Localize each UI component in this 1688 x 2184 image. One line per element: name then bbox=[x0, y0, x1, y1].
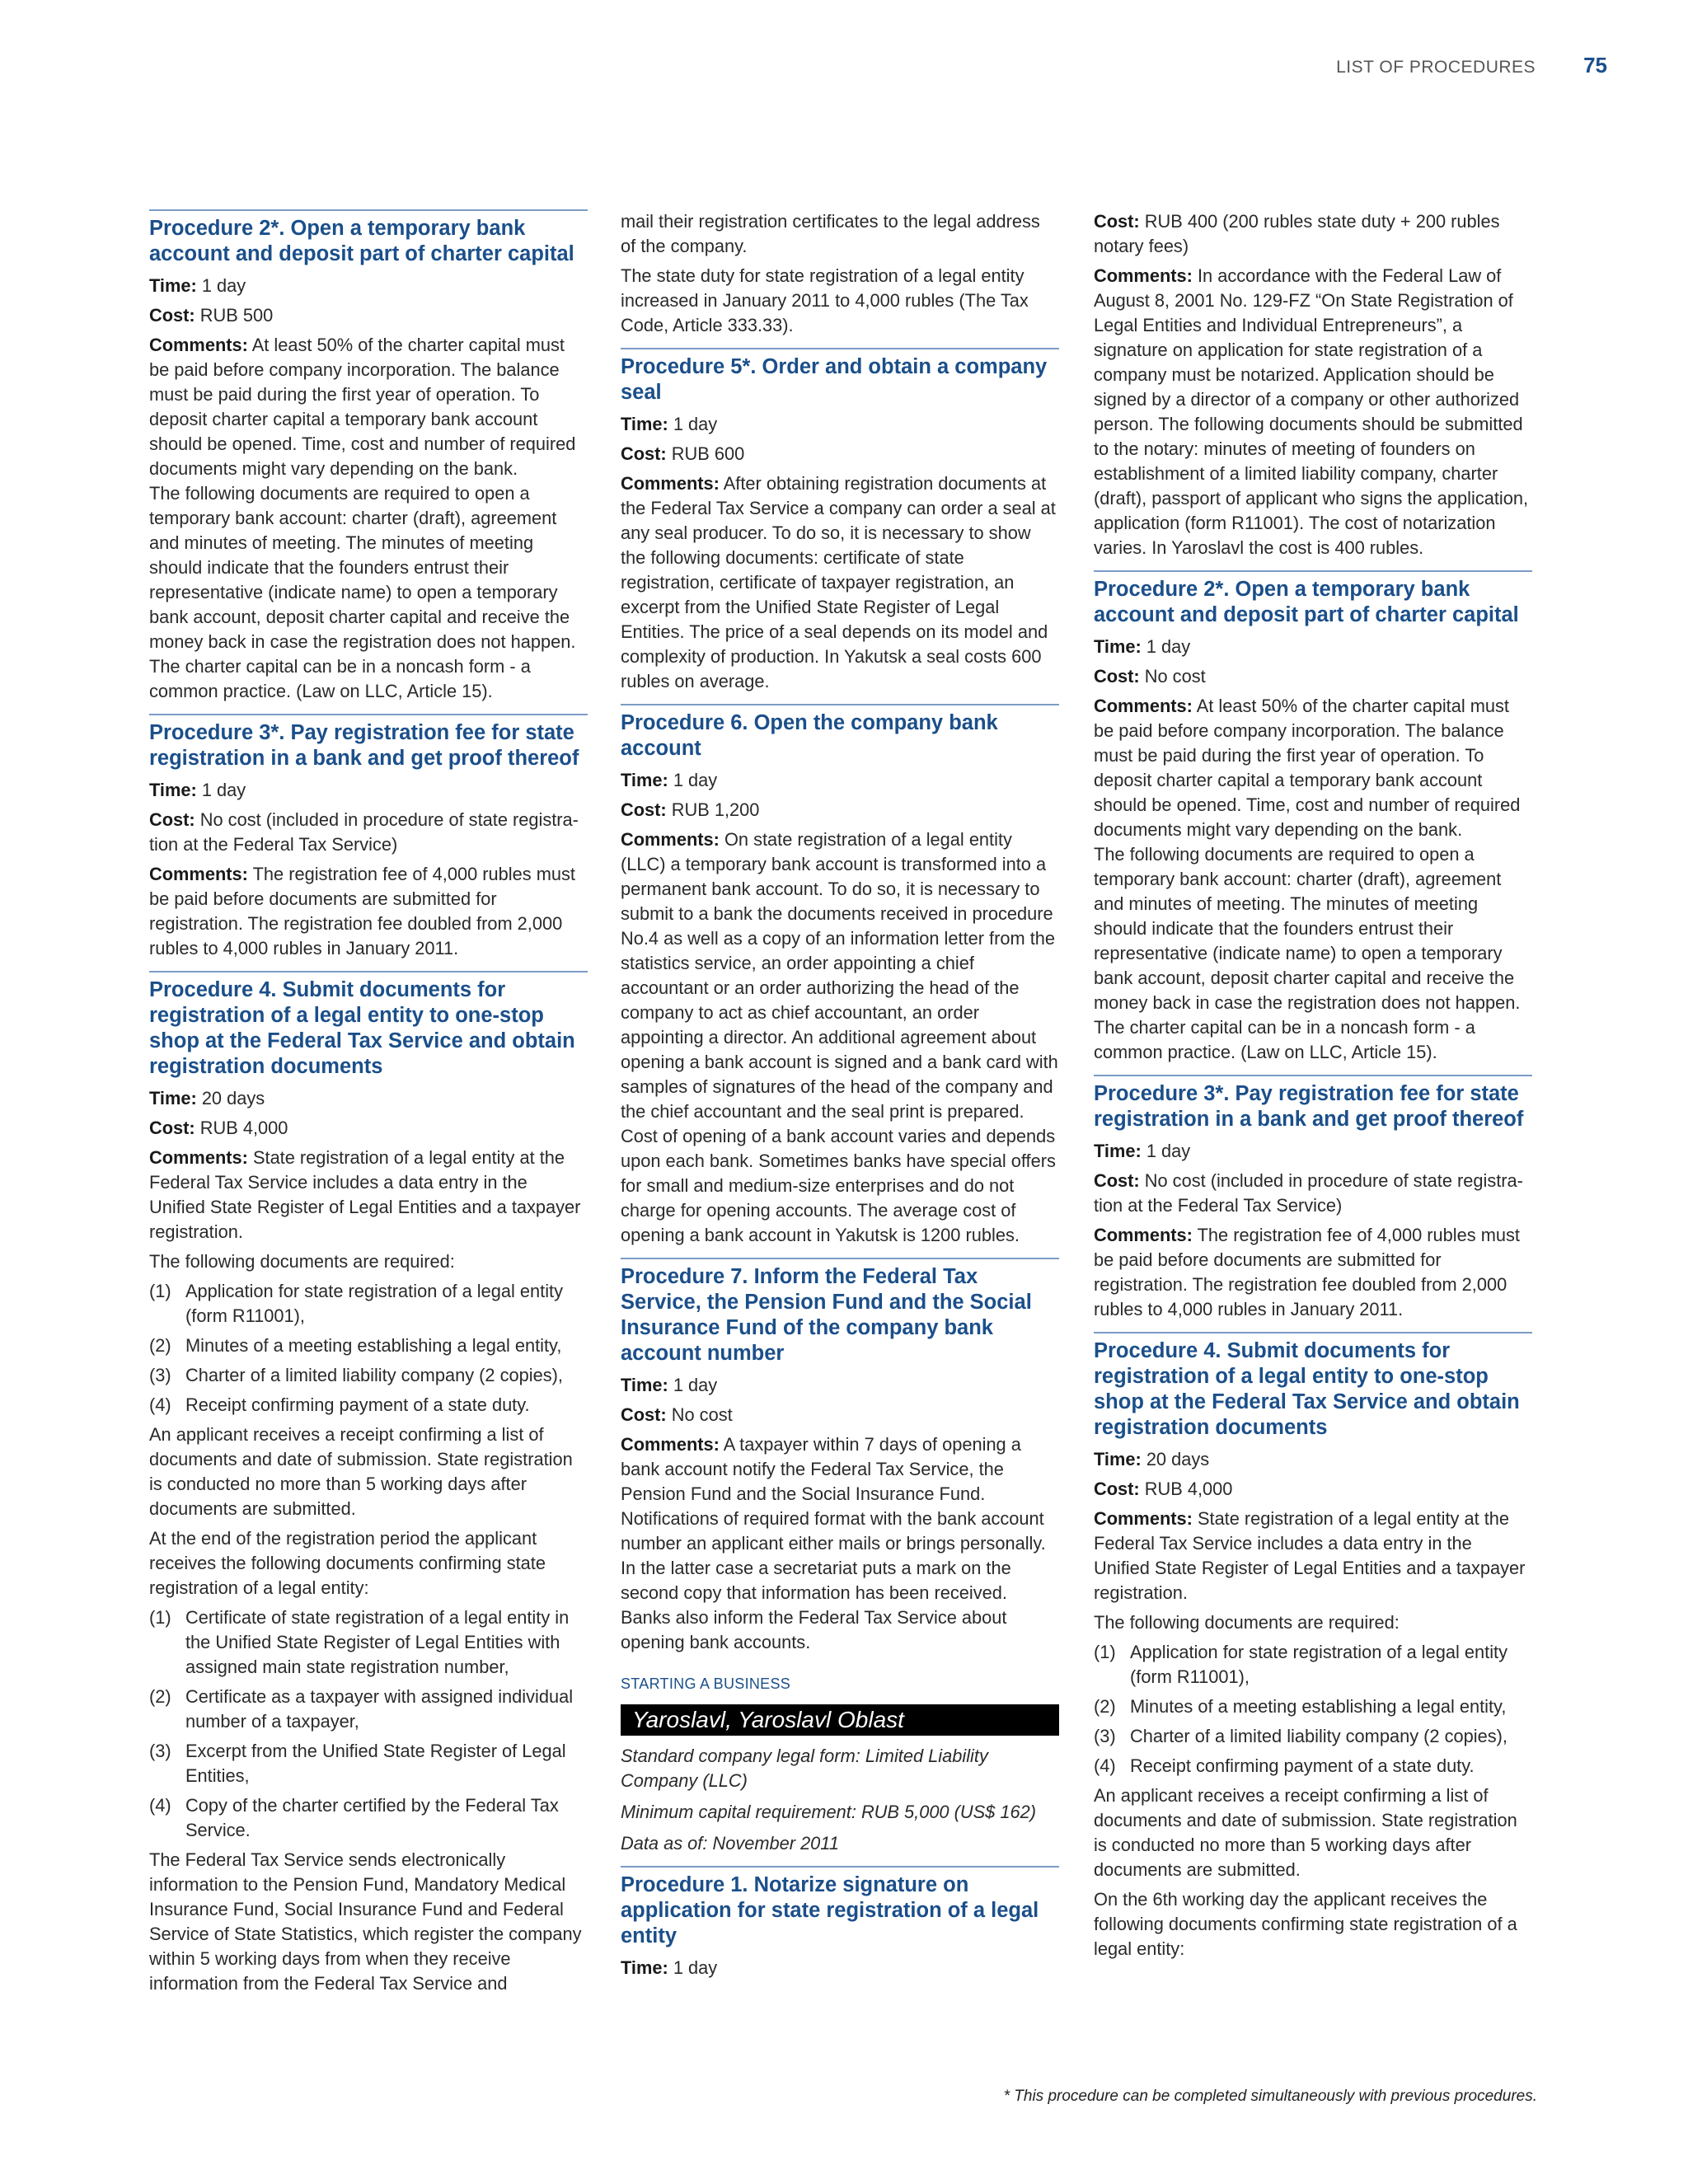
procedure-time bbox=[1094, 1139, 1532, 1164]
procedure-time bbox=[621, 412, 1059, 437]
list-item-text: Certificate of state registration of a legal entity in the Unified State Register of Legal Entities with assigned main state registration number, bbox=[185, 1607, 570, 1677]
procedure-time bbox=[149, 274, 588, 298]
procedure-cost-label: Cost: bbox=[1094, 211, 1140, 232]
paragraph: An applicant receives a receipt confirming a list of documents and date of submission. State registration is conducted no more than 5 working days after documents are submitted. bbox=[1094, 1785, 1517, 1880]
paragraph: The following documents are required: bbox=[1094, 1612, 1400, 1633]
footnote: * This procedure can be completed simultaneously with previous procedures. bbox=[1003, 2088, 1537, 2105]
procedure-comments-text: At least 50% of the charter capital must be paid before company incorporation. The balance must be paid during the first year of operation. To deposit charter capital a temporary bank account should be opened. Time, cost and number of required documents might vary depending on the bank. bbox=[1094, 696, 1521, 840]
page-header bbox=[1336, 53, 1607, 78]
procedure-cost bbox=[1094, 209, 1532, 259]
list-item-number: (2) bbox=[1094, 1696, 1116, 1717]
procedure-time-value: 1 day bbox=[673, 770, 718, 790]
list-item-number: (1) bbox=[149, 1281, 171, 1301]
procedure-time-label: Time: bbox=[1094, 1449, 1142, 1469]
procedure-title: Procedure 6. Open the company bank account bbox=[621, 711, 998, 760]
procedure-time-label: Time: bbox=[149, 1088, 197, 1108]
list-item-number: (4) bbox=[149, 1795, 171, 1816]
paragraph: The Federal Tax Service sends electronically information to the Pension Fund, Mandatory Medical Insurance Fund, Social Insurance Fund and Federal Service of State Statistics, which register the company within 5 working days from when they receive information from the Federal Tax Service and bbox=[149, 1849, 582, 1994]
procedure-time-value: 1 day bbox=[673, 1957, 718, 1978]
procedure-cost-value: No cost bbox=[671, 1404, 733, 1425]
procedure-cost-value: No cost (included in procedure of state registra-tion at the Federal Tax Service) bbox=[149, 809, 579, 855]
procedure-cost-value: RUB 4,000 bbox=[1144, 1479, 1233, 1499]
procedure-comments bbox=[621, 827, 1059, 1248]
list-item bbox=[149, 1685, 588, 1734]
procedure-block bbox=[149, 971, 588, 1244]
procedure-comments-label: Comments: bbox=[1094, 696, 1193, 716]
procedure-time-value: 1 day bbox=[673, 414, 718, 434]
procedure-title: Procedure 4. Submit documents for registration of a legal entity to one-stop shop at the Federal Tax Service and obtain registration documents bbox=[149, 978, 575, 1078]
procedure-comments bbox=[149, 1146, 588, 1244]
column-2 bbox=[621, 209, 1059, 1985]
procedure-title: Procedure 2*. Open a temporary bank account and deposit part of charter capital bbox=[1094, 578, 1519, 626]
list-item bbox=[149, 1393, 588, 1418]
procedure-time-value: 1 day bbox=[1146, 636, 1191, 657]
procedure-time-value: 1 day bbox=[1146, 1141, 1191, 1161]
procedure-comments bbox=[1094, 264, 1532, 560]
list-item-text: Copy of the charter certified by the Federal Tax Service. bbox=[185, 1795, 559, 1840]
procedure-time-label: Time: bbox=[149, 780, 197, 800]
procedure-comments bbox=[621, 471, 1059, 694]
column-3 bbox=[1094, 209, 1532, 1966]
procedure-comments-label: Comments: bbox=[149, 1147, 248, 1168]
procedure-comments bbox=[149, 333, 588, 704]
list-item bbox=[149, 1793, 588, 1843]
list-item bbox=[1094, 1724, 1532, 1749]
list-item bbox=[1094, 1640, 1532, 1690]
procedure-comments-text: A taxpayer within 7 days of opening a bank account notify the Federal Tax Service, the Pension Fund and the Social Insurance Fund. Notifications of required format with the bank account number an applicant either mails or brings personally. In the latter case a secretariat puts a mark on the second copy that information has been received. Banks also inform the Federal Tax Service about opening bank accounts. bbox=[621, 1434, 1046, 1652]
procedure-cost bbox=[621, 798, 1059, 823]
procedure-comments-text: The following documents are required to open a temporary bank account: charter (draft), agreement and minutes of meeting. The minutes of meeting should indicate that the founders entrust their representative (indicate name) to open a temporary bank account, deposit charter capital and receive the money back in case the registration does not happen. The charter capital can be in a noncash form - a common practice. (Law on LLC, Article 15). bbox=[149, 483, 576, 701]
procedure-time-label: Time: bbox=[621, 770, 668, 790]
list-item-number: (3) bbox=[149, 1365, 171, 1385]
numbered-list bbox=[149, 1605, 588, 1843]
list-item bbox=[149, 1739, 588, 1788]
procedure-comments-label: Comments: bbox=[621, 829, 720, 850]
procedure-cost bbox=[149, 1116, 588, 1141]
procedure-block bbox=[1094, 1332, 1532, 1605]
list-item-text: Charter of a limited liability company (2 copies), bbox=[1130, 1726, 1507, 1746]
procedure-title: Procedure 3*. Pay registration fee for state registration in a bank and get proof thereof bbox=[149, 721, 579, 770]
procedure-title: Procedure 3*. Pay registration fee for state registration in a bank and get proof thereof bbox=[1094, 1082, 1524, 1131]
procedure-time bbox=[149, 778, 588, 803]
procedure-time-label: Time: bbox=[149, 275, 197, 296]
procedure-title: Procedure 7. Inform the Federal Tax Service, the Pension Fund and the Social Insurance Fund of the company bank account number bbox=[621, 1265, 1032, 1365]
list-item-text: Application for state registration of a legal entity (form R11001), bbox=[185, 1281, 563, 1326]
procedure-cost-value: No cost bbox=[1144, 666, 1206, 687]
procedure-comments-label: Comments: bbox=[1094, 265, 1193, 286]
paragraph: mail their registration certificates to the legal address of the company. bbox=[621, 211, 1040, 256]
list-item bbox=[149, 1363, 588, 1388]
list-item-number: (4) bbox=[149, 1394, 171, 1415]
procedure-comments-text: State registration of a legal entity at the Federal Tax Service includes a data entry in the Unified State Register of Legal Entities and a taxpayer registration. bbox=[149, 1147, 581, 1242]
company-info-line: Minimum capital requirement: RUB 5,000 (US$ 162) bbox=[621, 1802, 1036, 1822]
list-item bbox=[149, 1333, 588, 1358]
procedure-cost-value: No cost (included in procedure of state registra-tion at the Federal Tax Service) bbox=[1094, 1170, 1523, 1216]
list-item bbox=[149, 1279, 588, 1329]
section-label: STARTING A BUSINESS bbox=[621, 1675, 791, 1692]
procedure-comments bbox=[1094, 1223, 1532, 1322]
procedure-block bbox=[149, 714, 588, 961]
paragraph: The following documents are required: bbox=[149, 1251, 455, 1272]
list-item-text: Excerpt from the Unified State Register of Legal Entities, bbox=[185, 1741, 566, 1786]
procedure-title: Procedure 2*. Open a temporary bank account and deposit part of charter capital bbox=[149, 217, 574, 265]
procedure-time-value: 1 day bbox=[673, 1375, 718, 1395]
procedure-time bbox=[621, 1956, 1059, 1980]
procedure-block bbox=[621, 704, 1059, 1248]
list-item-number: (1) bbox=[1094, 1642, 1116, 1662]
list-item-text: Receipt confirming payment of a state duty. bbox=[185, 1394, 530, 1415]
procedure-cost-label: Cost: bbox=[621, 799, 667, 820]
list-item-text: Minutes of a meeting establishing a legal entity, bbox=[1130, 1696, 1507, 1717]
procedure-time-label: Time: bbox=[1094, 1141, 1142, 1161]
list-item bbox=[1094, 1694, 1532, 1719]
procedure-comments bbox=[1094, 1507, 1532, 1605]
list-item-number: (2) bbox=[149, 1686, 171, 1707]
procedure-comments-text: At least 50% of the charter capital must be paid before company incorporation. The balance must be paid during the first year of operation. To deposit charter capital a temporary bank account should be opened. Time, cost and number of required documents might vary depending on the bank. bbox=[149, 335, 576, 479]
paragraph: At the end of the registration period the applicant receives the following documents confirming state registration of a legal entity: bbox=[149, 1528, 546, 1598]
procedure-cost-label: Cost: bbox=[1094, 1170, 1140, 1191]
procedure-comments-text: After obtaining registration documents at the Federal Tax Service a company can order a seal at any seal producer. To do so, it is necessary to show the following documents: certificate of state registration, certificate of taxpayer registration, an excerpt from the Unified State Register of Legal Entities. The price of a seal depends on its model and complexity of production. In Yakutsk a seal costs 600 rubles on average. bbox=[621, 473, 1056, 691]
procedure-time bbox=[621, 768, 1059, 793]
procedure-cost-label: Cost: bbox=[1094, 666, 1140, 687]
procedure-cost-value: RUB 400 (200 rubles state duty + 200 rubles notary fees) bbox=[1094, 211, 1500, 256]
list-item-text: Certificate as a taxpayer with assigned individual number of a taxpayer, bbox=[185, 1686, 574, 1732]
procedure-cost-value: RUB 500 bbox=[199, 305, 274, 326]
procedure-comments-text: On state registration of a legal entity (LLC) a temporary bank account is transformed into a permanent bank account. To do so, it is necessary to submit to a bank the documents received in procedure No.4 as well as a copy of an information letter from the statistics service, an order appointing a chief accountant or an order authorizing the head of the company to act as chief accountant, an order appointing a director. An additional agreement about opening a bank account is signed and a bank card with samples of signatures of the head of the company and the chief accountant and the seal print is prepared. Cost of opening of a bank account varies and depends upon each bank. Sometimes banks have special offers for small and medium-size enterprises and do not charge for opening accounts. The average cost of opening a bank account in Yakutsk is 1200 rubles. bbox=[621, 829, 1058, 1245]
procedure-block bbox=[149, 209, 588, 704]
list-item-number: (1) bbox=[149, 1607, 171, 1628]
paragraph: The state duty for state registration of a legal entity increased in January 2011 to 4,000 rubles (The Tax Code, Article 333.33). bbox=[621, 265, 1029, 335]
procedure-cost bbox=[149, 808, 588, 857]
procedure-comments-label: Comments: bbox=[149, 864, 248, 884]
column-1 bbox=[149, 209, 588, 2001]
list-item-text: Application for state registration of a legal entity (form R11001), bbox=[1130, 1642, 1507, 1687]
numbered-list bbox=[1094, 1640, 1532, 1779]
procedure-time-value: 20 days bbox=[201, 1088, 265, 1108]
procedure-time bbox=[149, 1086, 588, 1111]
procedure-title: Procedure 5*. Order and obtain a company seal bbox=[621, 355, 1048, 404]
procedure-title: Procedure 1. Notarize signature on application for state registration of a legal entity bbox=[621, 1873, 1039, 1947]
procedure-cost-label: Cost: bbox=[149, 809, 195, 830]
procedure-comments-label: Comments: bbox=[149, 335, 248, 355]
procedure-comments-text: The registration fee of 4,000 rubles must be paid before documents are submitted for registration. The registration fee doubled from 2,000 rubles to 4,000 rubles in January 2011. bbox=[1094, 1225, 1520, 1319]
procedure-comments-text: The registration fee of 4,000 rubles must be paid before documents are submitted for registration. The registration fee doubled from 2,000 rubles to 4,000 rubles in January 2011. bbox=[149, 864, 575, 958]
list-item-number: (3) bbox=[149, 1741, 171, 1761]
list-item-number: (3) bbox=[1094, 1726, 1116, 1746]
company-info-line: Data as of: November 2011 bbox=[621, 1833, 839, 1854]
procedure-cost bbox=[621, 1403, 1059, 1427]
procedure-cost-label: Cost: bbox=[1094, 1479, 1140, 1499]
procedure-time-value: 20 days bbox=[1146, 1449, 1210, 1469]
procedure-comments bbox=[621, 1432, 1059, 1655]
procedure-comments bbox=[149, 862, 588, 961]
list-item bbox=[149, 1605, 588, 1680]
procedure-cost-label: Cost: bbox=[621, 443, 667, 464]
list-item bbox=[1094, 1754, 1532, 1779]
procedure-cost bbox=[149, 303, 588, 328]
list-item-text: Minutes of a meeting establishing a legal entity, bbox=[185, 1335, 562, 1356]
procedure-cost bbox=[1094, 1169, 1532, 1218]
procedure-comments-label: Comments: bbox=[621, 473, 720, 494]
procedure-cost bbox=[1094, 664, 1532, 689]
procedure-comments-text: State registration of a legal entity at the Federal Tax Service includes a data entry in the Unified State Register of Legal Entities and a taxpayer registration. bbox=[1094, 1508, 1526, 1603]
procedure-cost bbox=[1094, 1477, 1532, 1502]
procedure-time-label: Time: bbox=[621, 1375, 668, 1395]
procedure-cost-label: Cost: bbox=[149, 305, 195, 326]
list-item-text: Receipt confirming payment of a state duty. bbox=[1130, 1755, 1475, 1776]
procedure-comments-label: Comments: bbox=[1094, 1508, 1193, 1529]
procedure-block bbox=[621, 348, 1059, 694]
procedure-comments-text: The following documents are required to open a temporary bank account: charter (draft), agreement and minutes of meeting. The minutes of meeting should indicate that the founders entrust their representative (indicate name) to open a temporary bank account, deposit charter capital and receive the money back in case the registration does not happen. The charter capital can be in a noncash form - a common practice. (Law on LLC, Article 15). bbox=[1094, 844, 1521, 1062]
city-banner: Yaroslavl, Yaroslavl Oblast bbox=[621, 1704, 1059, 1736]
company-info-line: Standard company legal form: Limited Liability Company (LLC) bbox=[621, 1746, 988, 1791]
procedure-block bbox=[621, 1258, 1059, 1655]
procedure-cost bbox=[621, 442, 1059, 466]
procedure-time-value: 1 day bbox=[201, 275, 246, 296]
procedure-time bbox=[1094, 635, 1532, 659]
procedure-time-label: Time: bbox=[621, 1957, 668, 1978]
procedure-comments-label: Comments: bbox=[1094, 1225, 1193, 1245]
numbered-list bbox=[149, 1279, 588, 1418]
procedure-time-label: Time: bbox=[1094, 636, 1142, 657]
procedure-comments bbox=[1094, 694, 1532, 1065]
procedure-time bbox=[621, 1373, 1059, 1398]
page-number: 75 bbox=[1583, 53, 1607, 77]
list-item-number: (2) bbox=[149, 1335, 171, 1356]
list-item-text: Charter of a limited liability company (2 copies), bbox=[185, 1365, 563, 1385]
running-head: LIST OF PROCEDURES bbox=[1336, 58, 1536, 77]
procedure-block bbox=[1094, 570, 1532, 1065]
procedure-cost-label: Cost: bbox=[149, 1118, 195, 1138]
procedure-cost-value: RUB 4,000 bbox=[199, 1118, 288, 1138]
list-item-number: (4) bbox=[1094, 1755, 1116, 1776]
procedure-block bbox=[1094, 1075, 1532, 1322]
procedure-time-value: 1 day bbox=[201, 780, 246, 800]
procedure-title: Procedure 4. Submit documents for registration of a legal entity to one-stop shop at the Federal Tax Service and obtain registration documents bbox=[1094, 1339, 1520, 1439]
procedure-cost-label: Cost: bbox=[621, 1404, 667, 1425]
procedure-time bbox=[1094, 1447, 1532, 1472]
procedure-cost-value: RUB 600 bbox=[671, 443, 745, 464]
procedure-block bbox=[621, 1866, 1059, 1980]
procedure-cost-value: RUB 1,200 bbox=[671, 799, 760, 820]
procedure-comments-text: In accordance with the Federal Law of August 8, 2001 No. 129-FZ “On State Registration of Legal Entities and Individual Entrepreneurs”, a signature on application for state registration of a company must be notarized. Application should be signed by a director of a company or other authorized person. The following documents should be submitted to the notary: minutes of meeting of founders on establishment of a limited liability company, charter (draft), passport of applicant who signs the application, application (form R11001). The cost of notarization varies. In Yaroslavl the cost is 400 rubles. bbox=[1094, 265, 1529, 558]
paragraph: An applicant receives a receipt confirming a list of documents and date of submission. State registration is conducted no more than 5 working days after documents are submitted. bbox=[149, 1424, 573, 1519]
paragraph: On the 6th working day the applicant receives the following documents confirming state registration of a legal entity: bbox=[1094, 1889, 1517, 1959]
procedure-comments-label: Comments: bbox=[621, 1434, 720, 1455]
procedure-time-label: Time: bbox=[621, 414, 668, 434]
